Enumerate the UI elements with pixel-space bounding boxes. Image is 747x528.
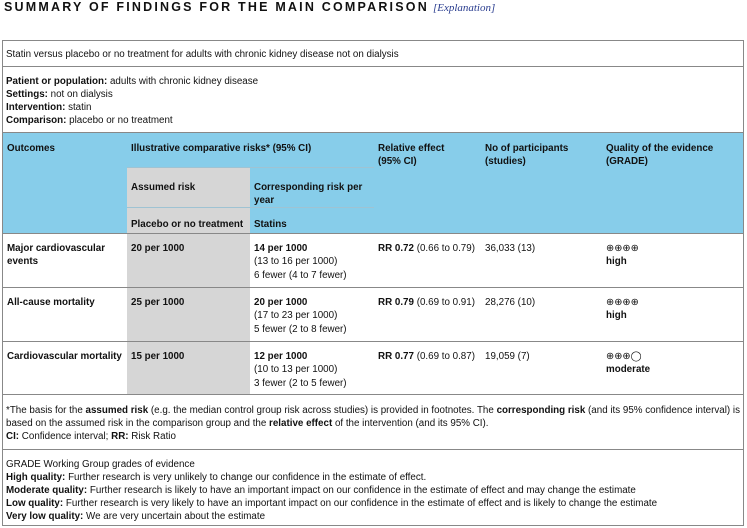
header-outcomes: Outcomes (3, 133, 127, 233)
participants-cell: 36,033 (13) (485, 243, 536, 254)
grade-symbols: ⊕⊕⊕⊕ (606, 243, 639, 254)
relative-effect-cell: RR 0.79 (0.69 to 0.91) (378, 297, 475, 308)
header-relative-effect: Relative effect (95% CI) (374, 133, 481, 233)
assumed-risk-column-bg (127, 234, 250, 394)
header-statins: Statins (250, 207, 374, 233)
relative-effect-cell: RR 0.77 (0.69 to 0.87) (378, 351, 475, 362)
divider (3, 394, 743, 395)
summary-title: SUMMARY OF FINDINGS FOR THE MAIN COMPARISON (4, 0, 429, 14)
divider (127, 207, 374, 208)
corresponding-risk-cell: 20 per 1000 (17 to 23 per 1000) 5 fewer (2 to 8 fewer) (254, 297, 347, 335)
quality-cell: ⊕⊕⊕◯ moderate (606, 351, 651, 376)
header-quality: Quality of the evidence (GRADE) (602, 133, 743, 233)
outcome-cell: Cardiovascular mortality (7, 351, 122, 362)
participants-cell: 28,276 (10) (485, 297, 536, 308)
header-placebo: Placebo or no treatment (127, 207, 250, 233)
divider (3, 66, 743, 67)
header-corresponding-risk: Corresponding risk per year (250, 167, 374, 207)
assumed-risk-cell: 25 per 1000 (131, 297, 185, 308)
assumed-risk-cell: 15 per 1000 (131, 351, 185, 362)
grade-symbols: ⊕⊕⊕◯ (606, 351, 642, 362)
grade-definitions: GRADE Working Group grades of evidence High quality: Further research is very unlikely to change our confidence in the estimate of effect. Moderate quality: Further research is likely to have an important impact on our confidence in the estimate of effect and may change the estimate Low quality: Further research is very likely to have an important impact on our confidence in the estimate of effect and is likely to change the estimate Very low quality: We are very uncertain about the estimate (3, 458, 743, 523)
footnote: *The basis for the assumed risk (e.g. the median control group risk across studies) is provided in footnotes. The corresponding risk (and its 95% confidence interval) is based on the assumed risk in the comparison group and the relative effect of the intervention (and its 95% CI). CI: Confidence interval; RR: Risk Ratio (6, 405, 740, 442)
grade-title: GRADE Working Group grades of evidence (6, 459, 195, 470)
assumed-risk-cell: 20 per 1000 (131, 243, 185, 254)
header-assumed-risk: Assumed risk (127, 167, 250, 207)
divider (127, 167, 374, 168)
page-title (4, 0, 495, 14)
summary-table-frame (2, 40, 744, 526)
divider (3, 233, 743, 234)
relative-effect-cell: RR 0.72 (0.66 to 0.79) (378, 243, 475, 254)
participants-cell: 19,059 (7) (485, 351, 530, 362)
population-block: Patient or population: adults with chronic kidney disease Settings: not on dialysis Intervention: statin Comparison: placebo or no treatment (6, 76, 259, 126)
quality-cell: ⊕⊕⊕⊕ high (606, 297, 639, 322)
outcome-cell: All-cause mortality (7, 297, 95, 308)
divider (3, 287, 743, 288)
corresponding-risk-cell: 12 per 1000 (10 to 13 per 1000) 3 fewer (2 to 5 fewer) (254, 351, 347, 389)
header-participants: No of participants (studies) (481, 133, 602, 233)
grade-symbols: ⊕⊕⊕⊕ (606, 297, 639, 308)
divider (3, 341, 743, 342)
corresponding-risk-cell: 14 per 1000 (13 to 16 per 1000) 6 fewer (4 to 7 fewer) (254, 243, 347, 281)
comparison-title: Statin versus placebo or no treatment for adults with chronic kidney disease not on dialysis (6, 49, 399, 60)
divider (3, 449, 743, 450)
explanation-link[interactable]: [Explanation] (432, 2, 496, 14)
quality-cell: ⊕⊕⊕⊕ high (606, 243, 639, 268)
header-risks: Illustrative comparative risks* (95% CI) (127, 133, 374, 167)
outcome-cell: Major cardiovascular events (7, 243, 106, 268)
